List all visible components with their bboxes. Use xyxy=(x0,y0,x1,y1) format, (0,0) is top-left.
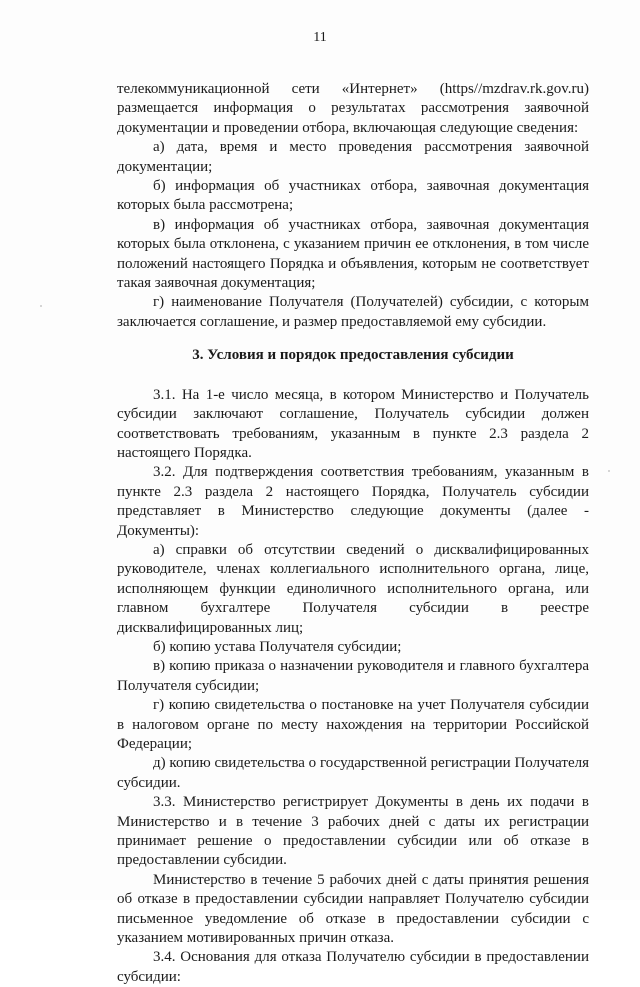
clause-3-3: 3.3. Министерство регистрирует Документы в день их подачи в Министерство и в течение 3 рабочих дней с даты их регистрации принимает решение о предоставлении субсидии или об отказе в предоставлении субсидии. xyxy=(117,794,589,869)
document-body xyxy=(117,80,589,987)
scan-speck xyxy=(608,470,610,472)
intro-paragraph: телекоммуникационной сети «Интернет» (https//mzdrav.rk.gov.ru) размещается информация о результатах рассмотрения заявочной документации и проведении отбора, включающая следующие сведения: xyxy=(117,81,589,136)
clause-3-4: 3.4. Основания для отказа Получателю субсидии в предоставлении субсидии: xyxy=(117,949,589,985)
list-item-a: а) дата, время и место проведения рассмотрения заявочной документации; xyxy=(117,139,589,175)
clause-3-2-b: б) копию устава Получателя субсидии; xyxy=(153,638,402,655)
list-item-c: в) информация об участниках отбора, заявочная документация которых была отклонена, с указанием причин ее отклонения, в том числе положений настоящего Порядка и объявления, которым не соответствует такая заявочная документация; xyxy=(117,216,589,292)
clause-3-2-a: а) справки об отсутствии сведений о дисквалифицированных руководителе, членах коллегиального исполнительного органа, лице, исполняющем функции единоличного исполнительного органа, или главном бухгалтере Получателя субсидии в реестре дисквалифицированных лиц; xyxy=(117,541,589,636)
clause-3-2: 3.2. Для подтверждения соответствия требованиям, указанным в пункте 2.3 раздела 2 настоящего Порядка, Получатель субсидии представляет в Министерство следующие документы (далее - Документы): xyxy=(117,464,589,539)
clause-3-2-e: д) копию свидетельства о государственной регистрации Получателя субсидии. xyxy=(117,755,589,791)
clause-3-1: 3.1. На 1-е число месяца, в котором Министерство и Получатель субсидии заключают соглашение, Получатель субсидии должен соответствовать требованиям, указанным в пункте 2.3 раздела 2 настоящего Порядка. xyxy=(117,386,589,461)
clause-3-3-refusal: Министерство в течение 5 рабочих дней с даты принятия решения об отказе в предоставлении субсидии направляет Получателю субсидии письменное уведомление об отказе в предоставлении субсидии с указанием мотивированных причин отказа. xyxy=(117,871,589,947)
section-heading: 3. Условия и порядок предоставления субсидии xyxy=(192,347,514,364)
list-item-d: г) наименование Получателя (Получателей) субсидии, с которым заключается соглашение, и размер предоставляемой ему субсидии. xyxy=(117,294,589,330)
clause-3-2-c: в) копию приказа о назначении руководителя и главного бухгалтера Получателя субсидии; xyxy=(117,658,589,694)
scan-speck xyxy=(40,305,42,307)
list-item-b: б) информация об участниках отбора, заявочная документация которых была рассмотрена; xyxy=(117,178,589,214)
page-number: 11 xyxy=(313,30,327,45)
clause-3-2-d: г) копию свидетельства о постановке на учет Получателя субсидии в налоговом органе по месту нахождения на территории Российской Федерации; xyxy=(117,697,589,752)
